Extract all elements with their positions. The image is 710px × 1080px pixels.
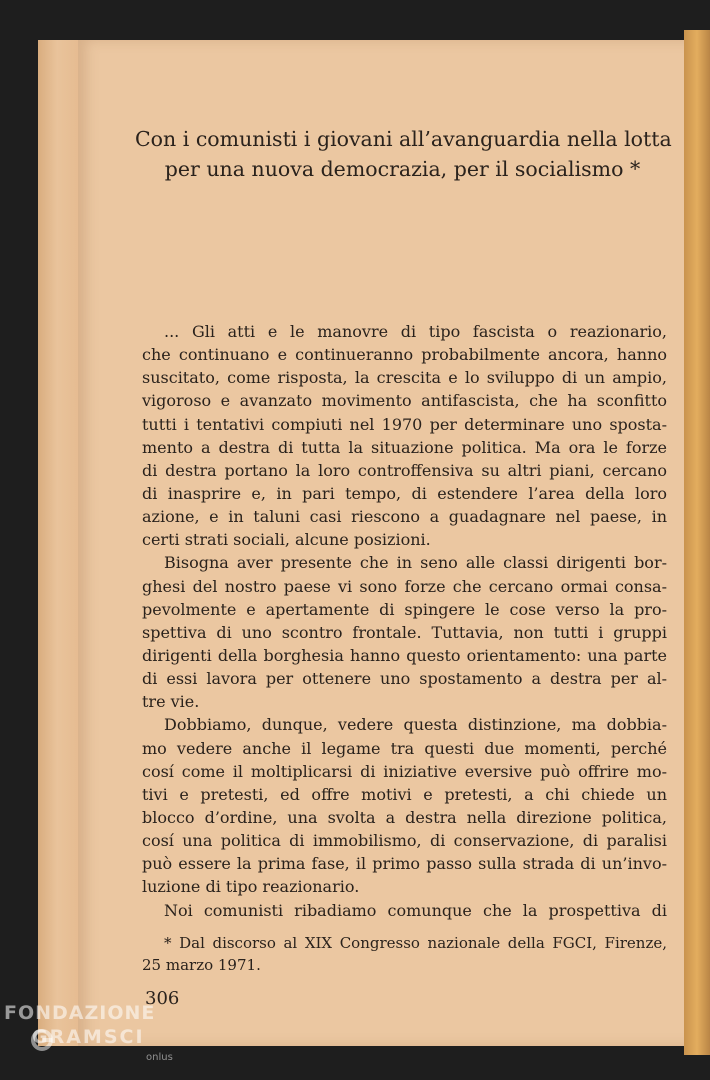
body-line: dirigenti della borghesia hanno questo orientamento: una parte [142,645,667,665]
body-line: ghesi del nostro paese vi sono forze che cercano ormai consa- [142,576,667,596]
footnote-line-1: * Dal discorso al XIX Congresso nazionale della FGCI, Firenze, [164,934,667,952]
chapter-title-line-1: Con i comunisti i giovani all’avanguardia nella lotta [135,127,672,151]
body-line: suscitato, come risposta, la crescita e lo sviluppo di un ampio, [142,368,667,388]
footnote-line-2: 25 marzo 1971. [142,956,261,974]
body-line: azione, e in taluni casi riescono a guadagnare nel paese, in [142,507,667,527]
page-edge-right [684,30,710,1055]
watermark-line-2: GRAMSCI [32,1026,145,1048]
body-line: blocco d’ordine, una svolta a destra nella direzione politica, [142,807,667,827]
footnote [142,932,667,976]
body-line: ... Gli atti e le manovre di tipo fascista o reazionario, [164,322,667,341]
watermark-line-1: FONDAZIONE [4,1002,156,1024]
body-line: di destra portano la loro controffensiva su altri piani, cercano [142,460,667,480]
chapter-title-line-2: per una nuova democrazia, per il socialismo * [164,157,641,181]
body-text [142,320,667,922]
body-line: di inasprire e, in pari tempo, di estendere l’area della loro [142,483,667,503]
body-line: certi strati sociali, alcune posizioni. [142,530,431,550]
body-line: vigoroso e avanzato movimento antifascista, che ha sconfitto [142,391,667,411]
body-line: tutti i tentativi compiuti nel 1970 per determinare uno sposta- [142,414,667,434]
body-line: mo vedere anche il legame tra questi due momenti, perché [142,738,667,758]
body-line: pevolmente e apertamente di spingere le cose verso la pro- [142,599,667,619]
body-line: può essere la prima fase, il primo passo sulla strada di un’invo- [142,854,667,874]
watermark-line-3: onlus [146,1052,173,1063]
body-line: Noi comunisti ribadiamo comunque che la prospettiva di [164,900,667,920]
body-line: che continuano e continueranno probabilmente ancora, hanno [142,345,667,365]
watermark-logo [4,1000,184,1080]
page-number: 306 [145,988,180,1009]
body-line: tivi e pretesti, ed offre motivi e pretesti, a chi chiede un [142,784,667,804]
body-line: cosí come il moltiplicarsi di iniziative eversive può offrire mo- [142,761,667,781]
chapter-title [135,124,670,184]
body-line: di essi lavora per ottenere uno spostamento a destra per al- [142,669,667,689]
body-line: Dobbiamo, dunque, vedere questa distinzione, ma dobbia- [164,715,667,735]
body-line: cosí una politica di immobilismo, di conservazione, di paralisi [142,831,667,851]
body-line: mento a destra di tutta la situazione politica. Ma ora le forze [142,437,667,457]
body-line: spettiva di uno scontro frontale. Tuttavia, non tutti i gruppi [142,622,667,642]
body-line: luzione di tipo reazionario. [142,877,360,897]
body-line: tre vie. [142,692,200,712]
body-line: Bisogna aver presente che in seno alle classi dirigenti bor- [164,553,667,573]
